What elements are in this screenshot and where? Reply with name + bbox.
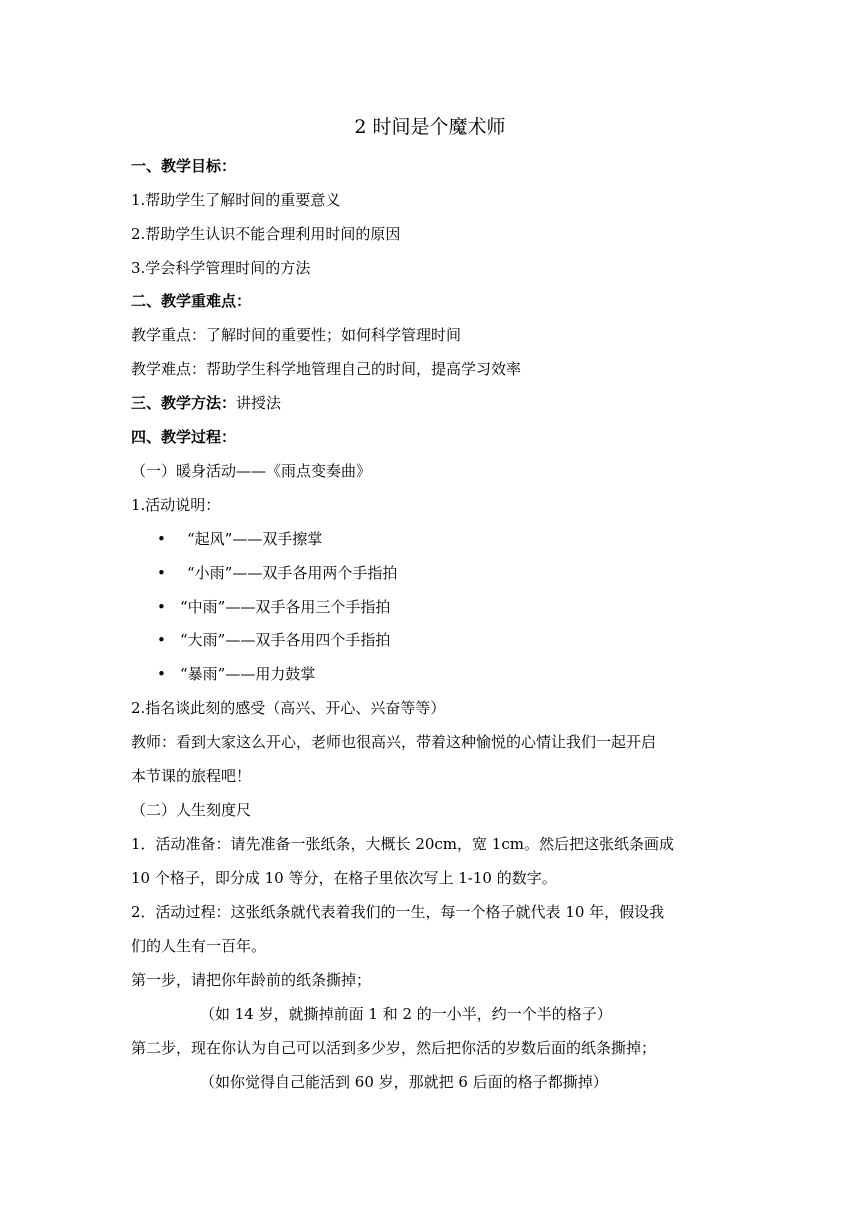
- teacher-remark-line: 本节课的旅程吧！: [131, 767, 252, 785]
- activity-process-line: 2．活动过程：这张纸条就代表着我们的一生，每一个格子就代表 10 年，假设我: [131, 903, 665, 921]
- key-point-text: 教学重点：了解时间的重要性；如何科学管理时间: [131, 326, 462, 344]
- bullet-item: “小雨”——双手各用两个手指拍: [187, 564, 398, 582]
- bullet-marker: •: [157, 598, 166, 616]
- activity-prep-line: 10 个格子，即分成 10 等分，在格子里依次写上 1-10 的数字。: [131, 869, 557, 887]
- bullet-item: “中雨”——双手各用三个手指拍: [180, 598, 391, 616]
- section-heading-objectives: 一、教学目标：: [131, 157, 237, 175]
- bullet-marker: •: [157, 631, 166, 649]
- bullet-item: “暴雨”——用力鼓掌: [180, 665, 316, 683]
- objective-item: 3.学会科学管理时间的方法: [131, 259, 311, 277]
- second-step-text: 第二步，现在你认为自己可以活到多少岁，然后把你活的岁数后面的纸条撕掉；: [131, 1039, 657, 1057]
- difficult-point-text: 教学难点：帮助学生科学地管理自己的时间，提高学习效率: [131, 360, 522, 378]
- bullet-marker: •: [157, 665, 166, 683]
- section-heading-key-points: 二、教学重难点：: [131, 292, 252, 310]
- second-step-example: （如你觉得自己能活到 60 岁，那就把 6 后面的格子都撕掉）: [200, 1073, 608, 1091]
- bullet-marker: •: [157, 564, 166, 582]
- first-step-text: 第一步，请把你年龄前的纸条撕掉；: [131, 971, 372, 989]
- bullet-item: “起风”——双手擦掌: [187, 530, 323, 548]
- activity-prep-line: 1．活动准备：请先准备一张纸条，大概长 20cm，宽 1cm。然后把这张纸条画成: [131, 835, 674, 853]
- first-step-example: （如 14 岁，就撕掉前面 1 和 2 的一小半，约一个半的格子）: [200, 1005, 612, 1023]
- activity-process-line: 们的人生有一百年。: [131, 937, 267, 955]
- objective-item: 1.帮助学生了解时间的重要意义: [131, 191, 341, 209]
- objective-item: 2.帮助学生认识不能合理利用时间的原因: [131, 225, 401, 243]
- activity-description-label: 1.活动说明：: [131, 496, 221, 514]
- teaching-method-value: 讲授法: [236, 394, 282, 412]
- document-title: 2 时间是个魔术师: [354, 116, 506, 138]
- part-title-life-ruler: （二）人生刻度尺: [131, 801, 252, 819]
- teacher-remark-line: 教师：看到大家这么开心，老师也很高兴，带着这种愉悦的心情让我们一起开启: [131, 733, 657, 751]
- feelings-step: 2.指名谈此刻的感受（高兴、开心、兴奋等等）: [131, 699, 446, 717]
- part-title-warmup: （一）暖身活动——《雨点变奏曲》: [131, 462, 372, 480]
- bullet-item: “大雨”——双手各用四个手指拍: [180, 631, 391, 649]
- bullet-marker: •: [157, 530, 166, 548]
- section-heading-process: 四、教学过程：: [131, 428, 237, 446]
- teaching-method-line: [131, 391, 281, 415]
- section-heading-method: 三、教学方法：: [131, 394, 237, 412]
